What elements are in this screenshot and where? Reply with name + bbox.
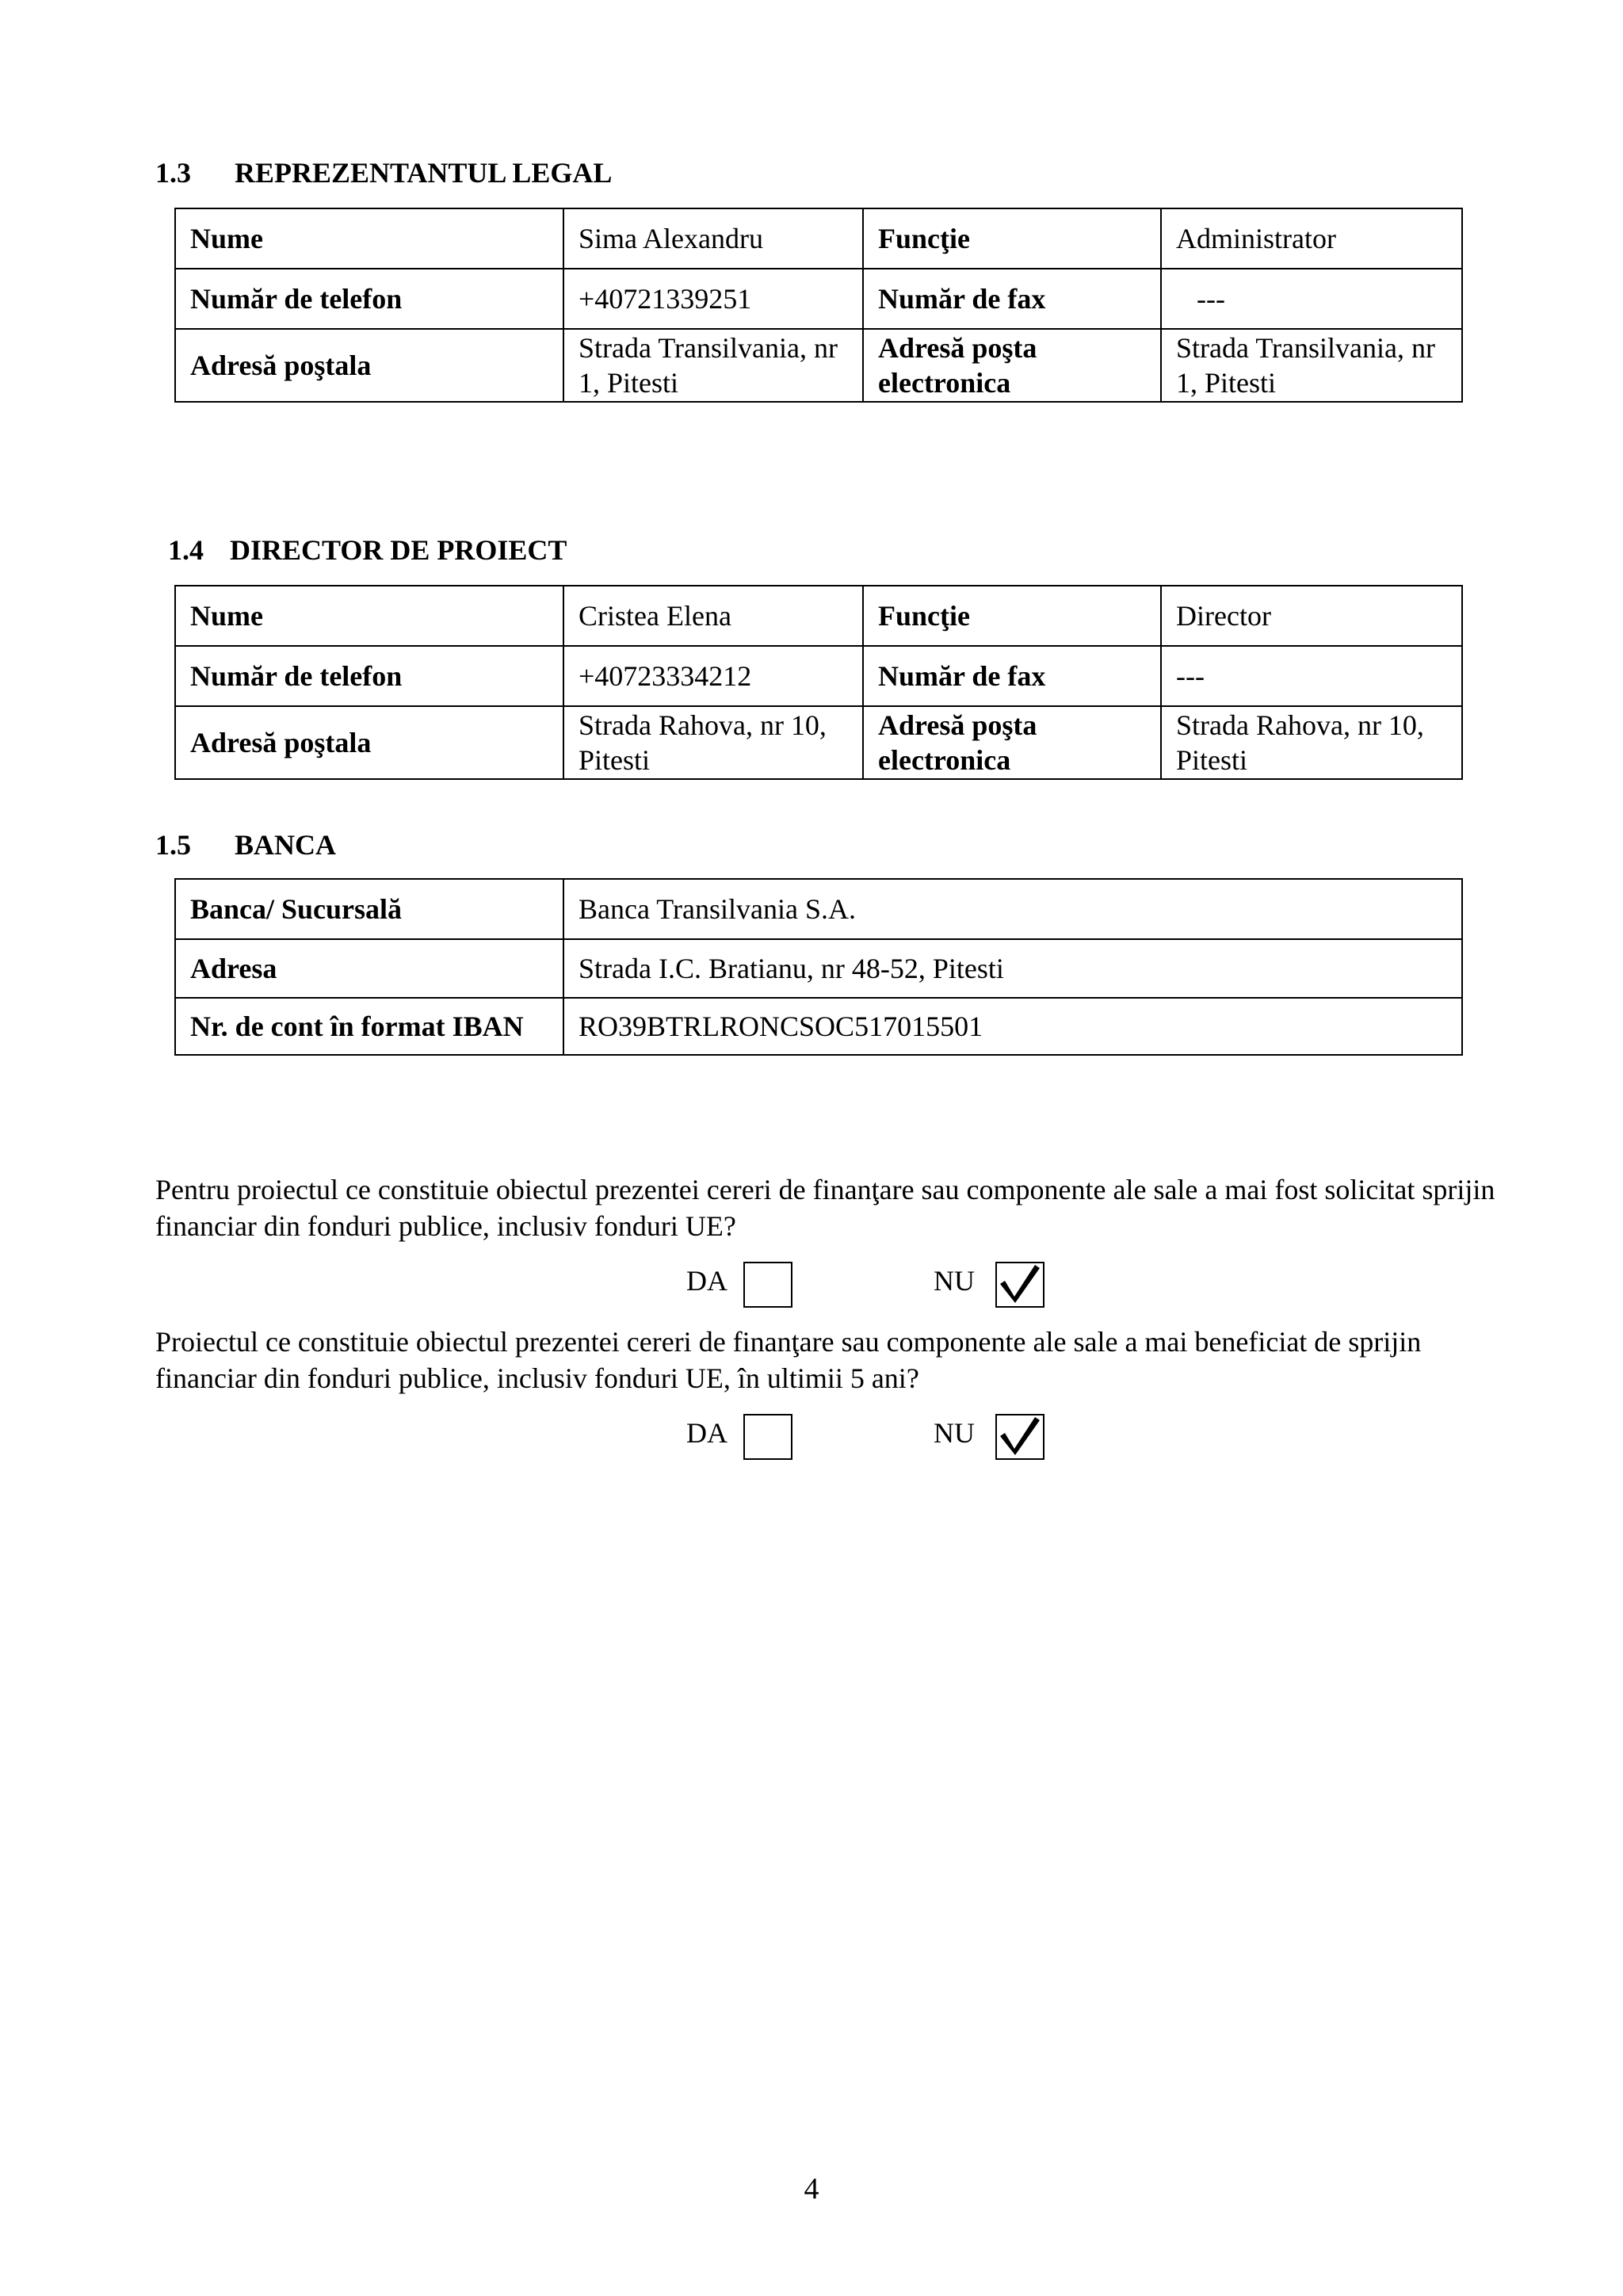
checkmark-icon [997,1415,1043,1458]
table-row [175,329,1462,402]
value-cell: Strada Rahova, nr 10, Pitesti [563,706,863,779]
value-cell: Cristea Elena [563,586,863,646]
table-row [175,208,1462,269]
question-1-yes-checkbox[interactable] [743,1262,792,1308]
page-number: 4 [804,2172,819,2206]
value-cell: Banca Transilvania S.A. [563,879,1462,939]
section-number: 1.3 [155,157,191,189]
label-cell: Adresă poşta electronica [863,706,1161,779]
table-row [175,706,1462,779]
label-cell: Funcţie [863,586,1161,646]
value-cell: Director [1161,586,1462,646]
table-row [175,998,1462,1055]
question-1-yes-label: DA [686,1265,727,1297]
project-director-table [174,585,1463,780]
value-cell: Sima Alexandru [563,208,863,269]
value-cell: --- [1161,646,1462,706]
section-title: REPREZENTANTUL LEGAL [235,157,613,189]
section-number: 1.5 [155,829,191,861]
bank-table [174,878,1463,1056]
section-1-3-heading [155,157,612,189]
value-cell: RO39BTRLRONCSOC517015501 [563,998,1462,1055]
question-2-yes-checkbox[interactable] [743,1414,792,1460]
label-cell: Funcţie [863,208,1161,269]
value-cell: --- [1161,269,1462,329]
section-1-4-heading [168,534,567,566]
checkmark-icon [997,1263,1043,1306]
table-row [175,646,1462,706]
section-title: DIRECTOR DE PROIECT [230,534,567,566]
label-cell: Număr de fax [863,646,1161,706]
section-1-5-heading [155,829,336,861]
table-row [175,879,1462,939]
label-cell: Nume [175,586,563,646]
legal-representative-table [174,208,1463,403]
section-title: BANCA [235,829,337,861]
question-1-no-checkbox[interactable] [995,1262,1044,1308]
label-cell: Nume [175,208,563,269]
value-cell: Administrator [1161,208,1462,269]
label-cell: Număr de fax [863,269,1161,329]
question-2-no-label: NU [934,1417,975,1449]
label-cell: Număr de telefon [175,269,563,329]
value-cell: Strada Rahova, nr 10, Pitesti [1161,706,1462,779]
table-row [175,939,1462,998]
label-cell: Adresă poştala [175,329,563,402]
question-2-text: Proiectul ce constituie obiectul prezentei cereri de finanţare sau componente ale sale a mai beneficiat de sprijin financiar din fonduri publice, inclusiv fonduri UE, în ultimii 5 ani? [155,1326,1422,1394]
value-cell: +40723334212 [563,646,863,706]
question-2-yes-label: DA [686,1417,727,1449]
value-cell: Strada Transilvania, nr 1, Pitesti [1161,329,1462,402]
label-cell: Număr de telefon [175,646,563,706]
label-cell: Banca/ Sucursală [175,879,563,939]
question-2-no-checkbox[interactable] [995,1414,1044,1460]
question-1-text: Pentru proiectul ce constituie obiectul prezentei cereri de finanţare sau componente ale sale a mai fost solicitat sprijin financiar din fonduri publice, inclusiv fonduri UE? [155,1174,1495,1242]
label-cell: Adresă poştala [175,706,563,779]
label-cell: Nr. de cont în format IBAN [175,998,563,1055]
value-cell: +40721339251 [563,269,863,329]
label-cell: Adresa [175,939,563,998]
question-1-no-label: NU [934,1265,975,1297]
value-cell: Strada Transilvania, nr 1, Pitesti [563,329,863,402]
table-row [175,586,1462,646]
table-row [175,269,1462,329]
section-number: 1.4 [168,534,204,566]
label-cell: Adresă poşta electronica [863,329,1161,402]
value-cell: Strada I.C. Bratianu, nr 48-52, Pitesti [563,939,1462,998]
